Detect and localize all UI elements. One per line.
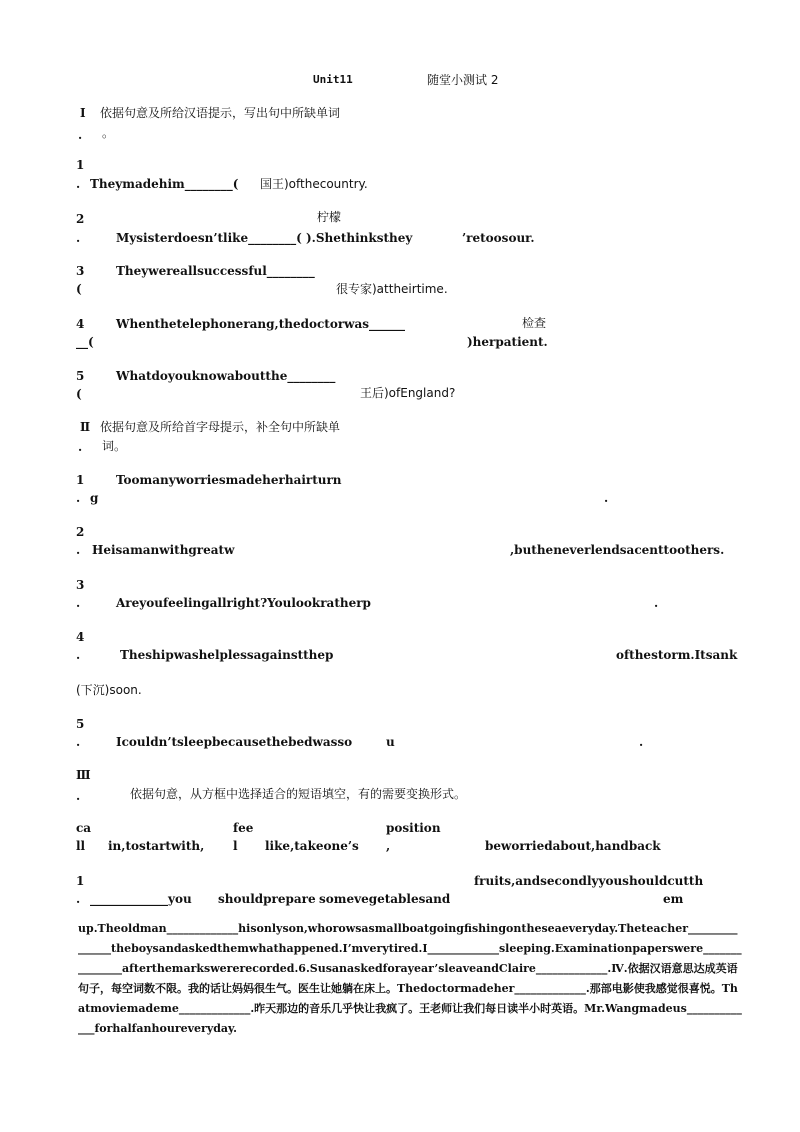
- s2-q1-text: Toomanyworriesmadeherhairturn: [116, 473, 342, 487]
- s1-q2-hint: 柠檬: [317, 210, 342, 224]
- section-1-heading: 依据句意及所给汉语提示，写出句中所缺单词: [100, 106, 341, 120]
- s1-q1-hint: 国王)ofthecountry.: [260, 177, 368, 191]
- s2-q5-dot: .: [76, 735, 81, 749]
- s2-q4-cont: (下沉)soon.: [76, 683, 142, 697]
- s1-q3-text: Theywereallsuccessful________: [116, 264, 315, 278]
- section-1-tail: 。: [102, 126, 115, 140]
- s1-q4-text: Whenthetelephonerang,thedoctorwas______: [116, 317, 406, 331]
- section-2-heading2: 词。: [102, 439, 127, 453]
- box-c3: beworriedabout,handback: [485, 839, 661, 853]
- s3-q1-mid: shouldprepare: [218, 892, 316, 906]
- section-2-dot: .: [78, 440, 83, 454]
- s2-q1-letter: g: [90, 491, 99, 505]
- s1-q4-hint: 检查: [522, 316, 547, 330]
- s2-q3-end: .: [654, 596, 659, 610]
- s2-q4-dot: .: [76, 648, 81, 662]
- unit-label: Unit11: [313, 73, 353, 86]
- s1-q2-text: Mysisterdoesn’tlike________( ).Shethinksthey: [116, 231, 413, 245]
- s2-q4-number: 4: [76, 630, 85, 644]
- s1-q5-hint: 王后)ofEngland?: [360, 386, 456, 400]
- box-a2: ll: [76, 839, 86, 853]
- section-3-dot: .: [76, 789, 81, 803]
- section-2-roman: Ⅱ: [80, 420, 91, 434]
- s1-q4-number: 4: [76, 317, 85, 331]
- s1-q1-dot: .: [76, 177, 81, 191]
- s2-q5-letter: u: [386, 735, 395, 749]
- box-c1: position: [386, 821, 441, 835]
- s1-q3-open: (: [76, 282, 82, 296]
- s2-q4-tail: ofthestorm.Itsank: [616, 648, 738, 662]
- s1-q5-number: 5: [76, 369, 85, 383]
- section-3-paragraph: up.Theoldman_____________hisonlyson,whorowsasmallboatgoingfishingontheseaeveryday.Theteacher_______________theboysandaskedthemwhathappened.I’mverytired.I_____________sleeping.Examinationpaperswere_______________afterthemarkswererecorded.6.Susanaskedforayear’sleaveandClaire_____________.Ⅳ.依据汉语意思达成英语句子，每空词数不限。我的话让妈妈很生气。医生让她躺在床上。Thedoctormadeher_____________.那部电影使我感觉很喜悦。Thatmoviemademe_____________.昨天那边的音乐几乎快让我疯了。王老师让我们每日读半小时英语。Mr.Wangmadeus_____________forhalfanhoureveryday.: [78, 922, 742, 1035]
- box-a3: in,tostartwith,: [108, 839, 205, 853]
- s1-q1-text: Theymadehim________(: [90, 177, 239, 191]
- s2-q1-number: 1: [76, 473, 85, 487]
- box-c2: ,: [386, 839, 391, 853]
- s1-q2-tail: ’retoosour.: [462, 231, 535, 245]
- box-b2: l: [233, 839, 238, 853]
- s1-q5-text: Whatdoyouknowaboutthe________: [116, 369, 336, 383]
- s2-q2-number: 2: [76, 525, 85, 539]
- s3-q1-right: fruits,andsecondlyyoushouldcutth: [474, 874, 704, 888]
- s2-q3-number: 3: [76, 578, 85, 592]
- s3-q1-blank: _____________you: [90, 892, 192, 906]
- s2-q5-number: 5: [76, 717, 85, 731]
- box-b3: like,takeone’s: [265, 839, 359, 853]
- s2-q2-text: Heisamanwithgreatw: [92, 543, 235, 557]
- s1-q2-number: 2: [76, 212, 85, 226]
- s2-q5-text: Icouldn’tsleepbecausethebedwasso: [116, 735, 353, 749]
- s2-q3-text: Areyoufeelingallright?Youlookratherp: [116, 596, 371, 610]
- section-1-dot: .: [78, 128, 83, 142]
- box-b1: fee: [233, 821, 254, 835]
- s1-q5-open: (: [76, 387, 82, 401]
- s3-q1-number: 1: [76, 874, 85, 888]
- s2-q4-text: Theshipwashelplessagainstthep: [120, 648, 334, 662]
- s1-q3-hint: 很专家)attheirtime.: [336, 282, 448, 296]
- box-a1: ca: [76, 821, 92, 835]
- s3-q1-mid2: somevegetablesand: [319, 892, 451, 906]
- s1-q4-open: __(: [76, 335, 94, 349]
- s3-q1-em: em: [663, 892, 684, 906]
- s3-q1-dot: .: [76, 892, 81, 906]
- section-3-roman: Ⅲ: [76, 768, 91, 782]
- s2-q3-dot: .: [76, 596, 81, 610]
- s2-q2-dot: .: [76, 543, 81, 557]
- s1-q3-number: 3: [76, 264, 85, 278]
- s2-q1-dot: .: [76, 491, 81, 505]
- section-2-heading: 依据句意及所给首字母提示，补全句中所缺单: [100, 420, 341, 434]
- quiz-title: 随堂小测试 2: [427, 73, 499, 87]
- s2-q2-tail: ,butheneverlendsacenttoothers.: [510, 543, 725, 557]
- s1-q4-tail: )herpatient.: [467, 335, 548, 349]
- s1-q2-dot: .: [76, 231, 81, 245]
- section-1-roman: Ⅰ: [80, 106, 86, 120]
- s2-q5-end: .: [639, 735, 644, 749]
- s1-q1-number: 1: [76, 158, 85, 172]
- section-3-heading: 依据句意，从方框中选择适合的短语填空，有的需要变换形式。: [130, 787, 467, 801]
- s2-q1-end: .: [604, 491, 609, 505]
